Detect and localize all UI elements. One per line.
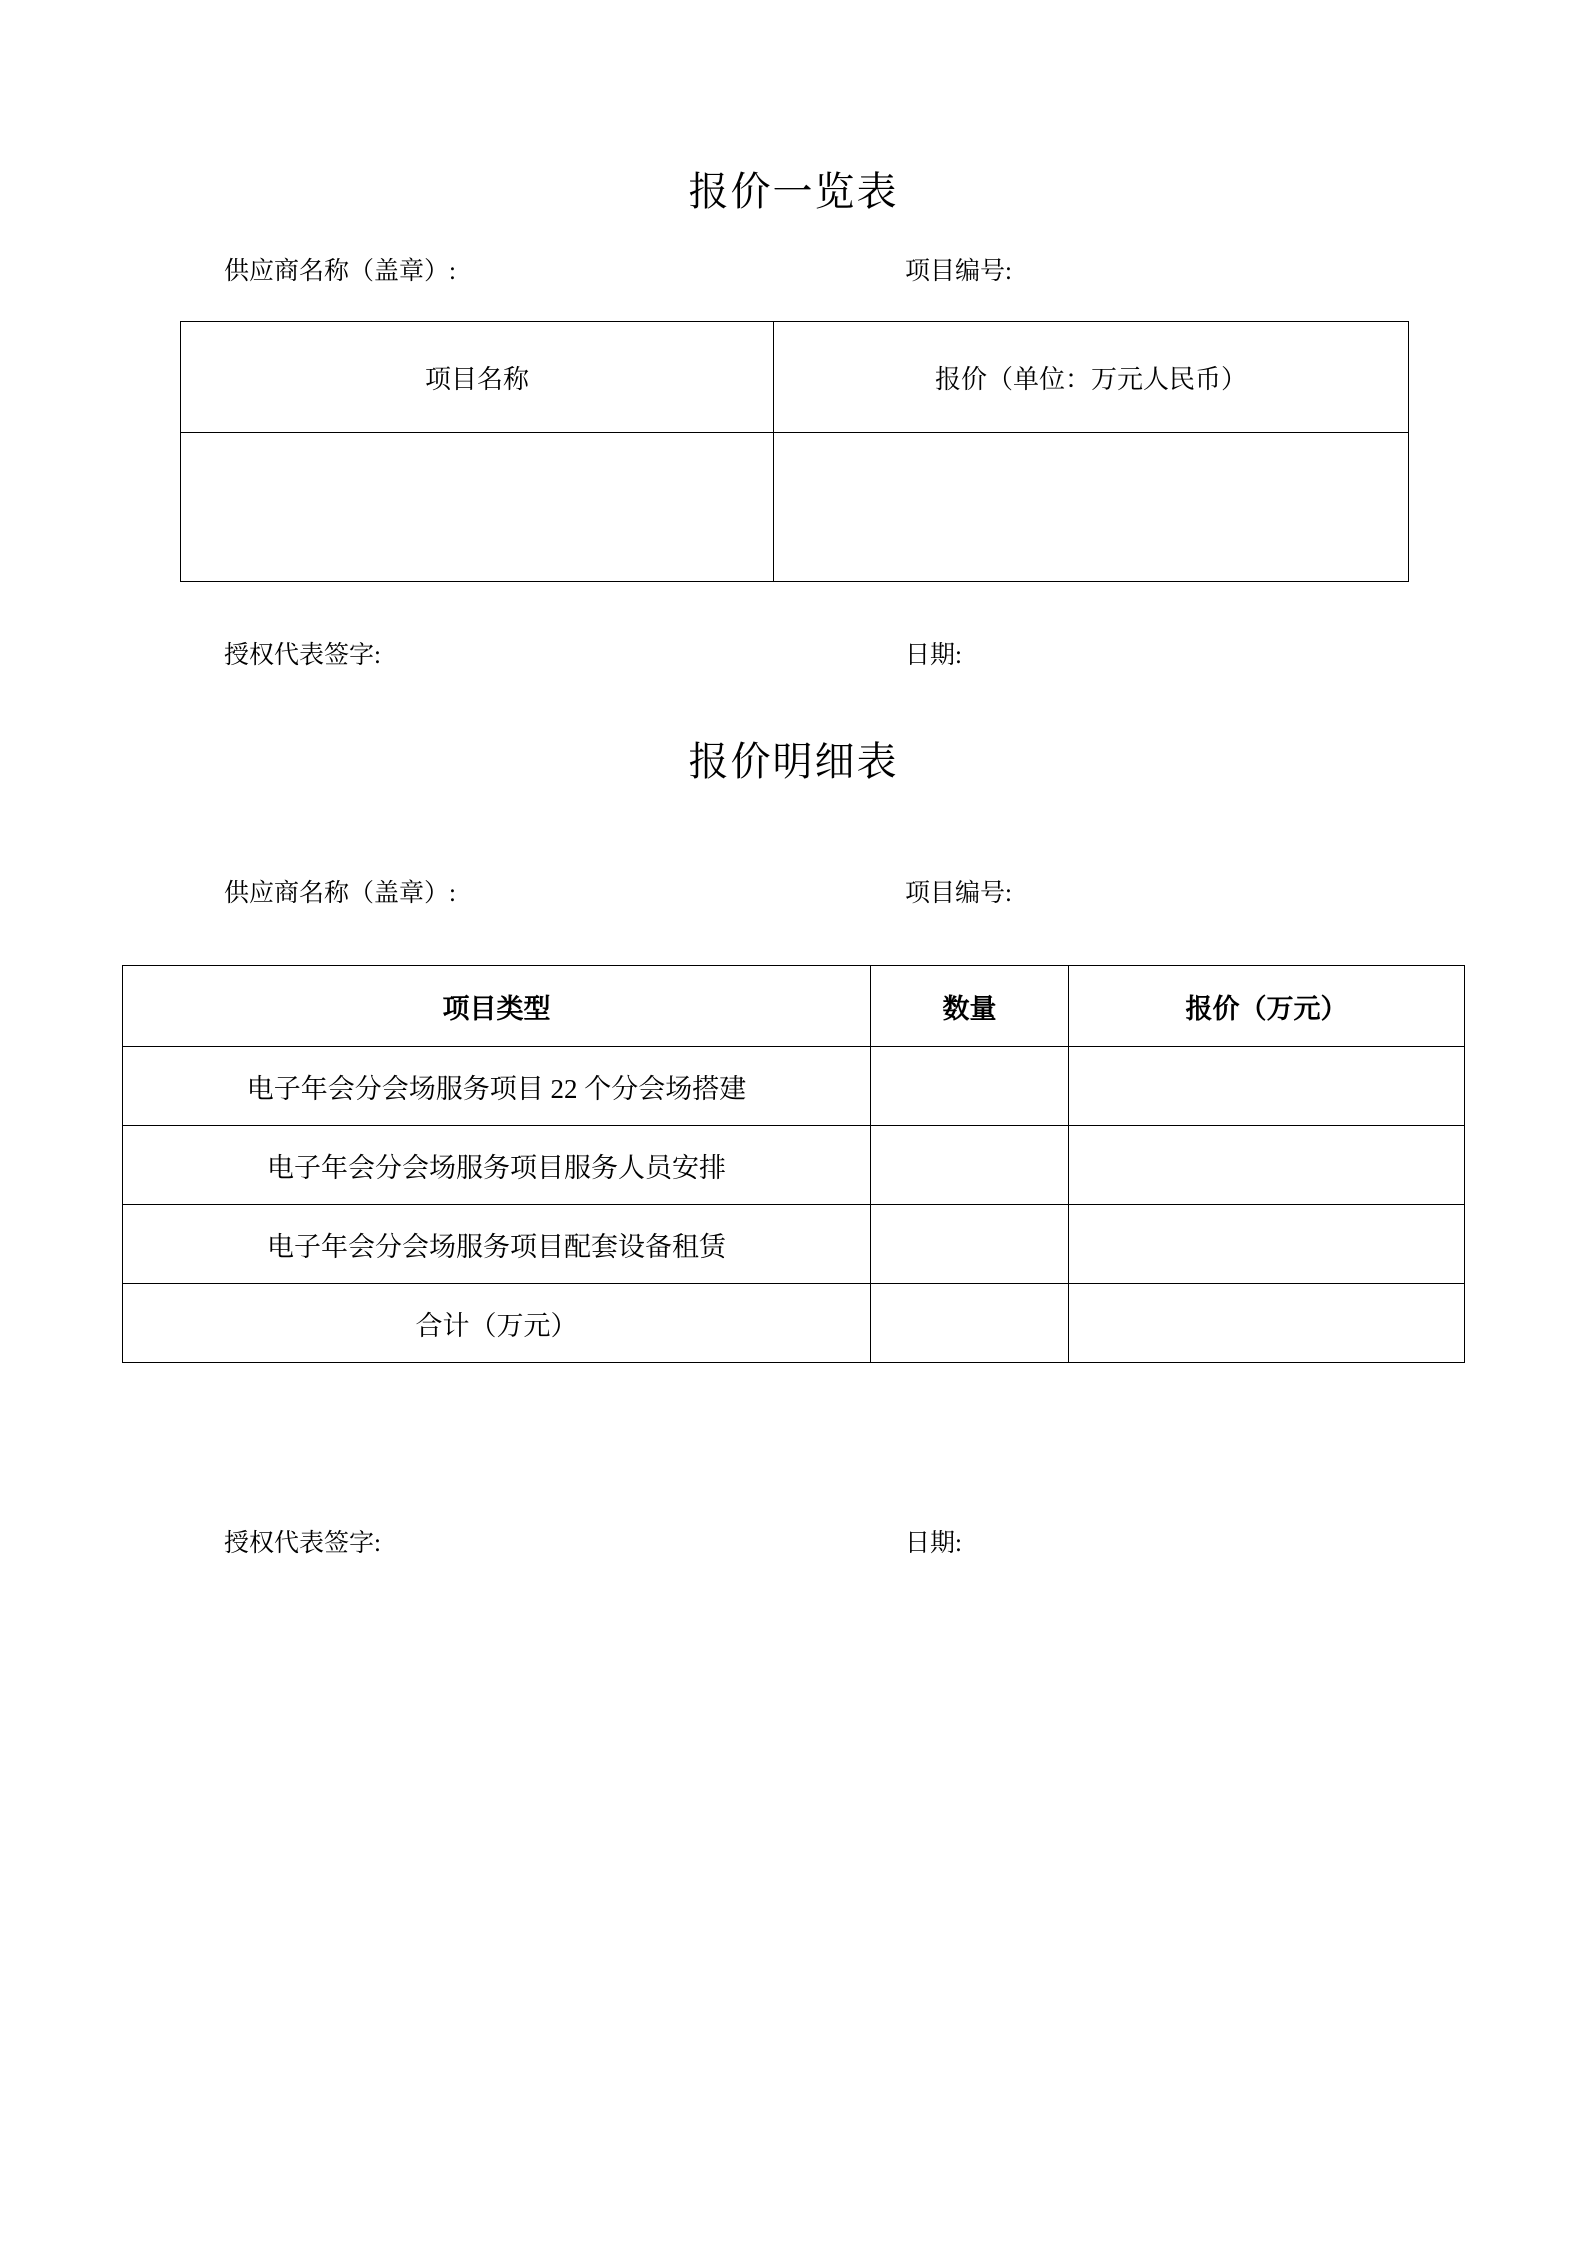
table-header-row — [123, 966, 1465, 1047]
detail-cell-quantity[interactable] — [871, 1205, 1069, 1284]
summary-table-title: 报价一览表 — [688, 169, 899, 214]
detail-cell-project-type: 电子年会分会场服务项目配套设备租赁 — [123, 1205, 871, 1284]
detail-cell-project-type: 电子年会分会场服务项目服务人员安排 — [123, 1126, 871, 1205]
detail-supplier-name-label: 供应商名称（盖章）: — [224, 880, 456, 907]
detail-project-number-label: 项目编号: — [905, 880, 1012, 907]
summary-cell-project-name[interactable] — [181, 433, 774, 582]
table-row — [123, 1205, 1465, 1284]
detail-header-project-type: 项目类型 — [123, 966, 871, 1047]
summary-header-project-name: 项目名称 — [181, 322, 774, 433]
detail-cell-price[interactable] — [1069, 1205, 1465, 1284]
table-row — [123, 1047, 1465, 1126]
detail-cell-price[interactable] — [1069, 1047, 1465, 1126]
detail-cell-total-label: 合计（万元） — [123, 1284, 871, 1363]
table-header-row — [181, 322, 1409, 433]
detail-table-title: 报价明细表 — [688, 739, 899, 784]
table-row — [181, 433, 1409, 582]
quotation-detail-table — [122, 965, 1465, 1363]
quotation-summary-table — [180, 321, 1409, 582]
summary-header-quoted-price: 报价（单位：万元人民币） — [774, 322, 1409, 433]
summary-cell-quoted-price[interactable] — [774, 433, 1409, 582]
table-total-row — [123, 1284, 1465, 1363]
detail-authorized-signature-label: 授权代表签字: — [224, 1530, 381, 1557]
detail-header-quantity: 数量 — [871, 966, 1069, 1047]
table-row — [123, 1126, 1465, 1205]
summary-date-label: 日期: — [905, 642, 962, 669]
detail-cell-total-quantity[interactable] — [871, 1284, 1069, 1363]
detail-date-label: 日期: — [905, 1530, 962, 1557]
detail-cell-quantity[interactable] — [871, 1047, 1069, 1126]
summary-project-number-label: 项目编号: — [905, 258, 1012, 285]
summary-authorized-signature-label: 授权代表签字: — [224, 642, 381, 669]
detail-cell-total-price[interactable] — [1069, 1284, 1465, 1363]
summary-supplier-name-label: 供应商名称（盖章）: — [224, 258, 456, 285]
detail-cell-price[interactable] — [1069, 1126, 1465, 1205]
detail-cell-project-type: 电子年会分会场服务项目 22 个分会场搭建 — [123, 1047, 871, 1126]
detail-cell-quantity[interactable] — [871, 1126, 1069, 1205]
detail-header-price: 报价（万元） — [1069, 966, 1465, 1047]
